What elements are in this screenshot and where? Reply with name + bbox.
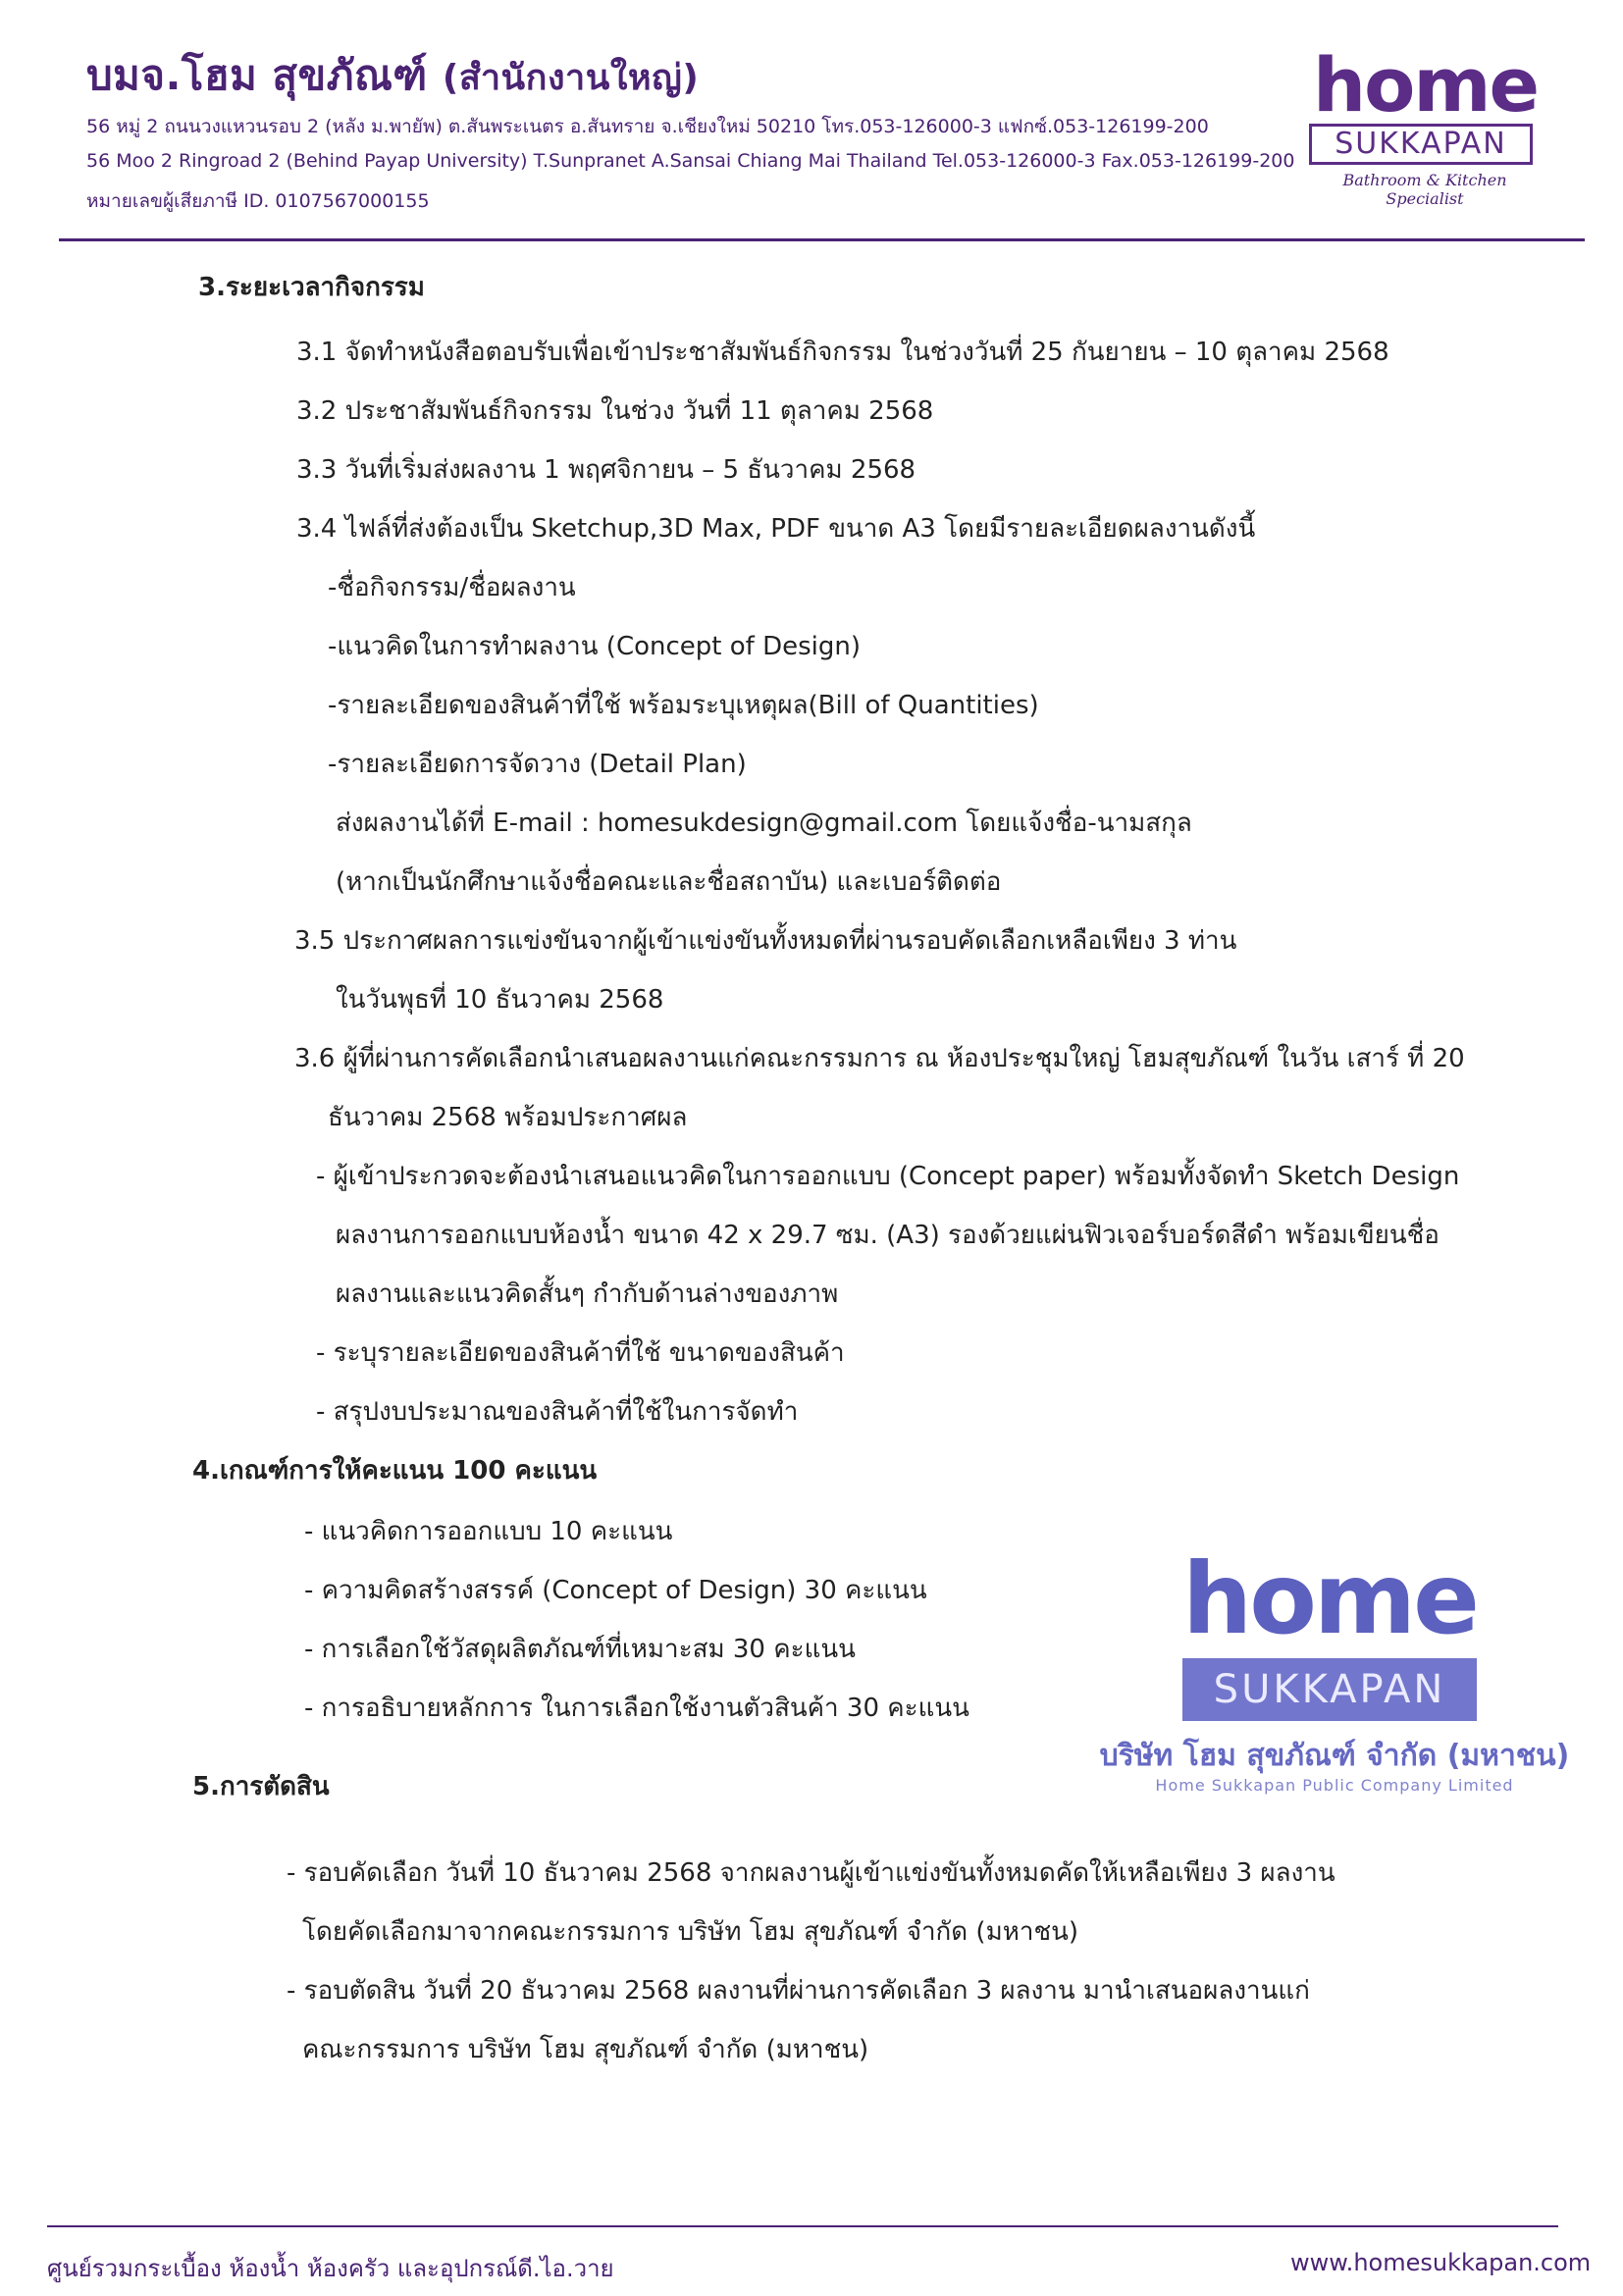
footer-tagline: ศูนย์รวมกระเบื้อง ห้องน้ำ ห้องครัว และอุปกรณ์ดี.ไอ.วาย <box>47 2255 614 2282</box>
logo-brand: SUKKAPAN <box>1309 124 1533 165</box>
item-3-4: 3.4 ไฟล์ที่ส่งต้องเป็น Sketchup,3D Max, PDF ขนาด A3 โดยมีรายละเอียดผลงานดังนี้ <box>296 514 1256 544</box>
item-3-4-a: -ชื่อกิจกรรม/ชื่อผลงาน <box>328 573 576 602</box>
judging-round-2: - รอบตัดสิน วันที่ 20 ธันวาคม 2568 ผลงานที่ผ่านการคัดเลือก 3 ผลงาน มานำเสนอผลงานแก่ <box>287 1976 1310 2006</box>
criterion-1: - แนวคิดการออกแบบ 10 คะแนน <box>304 1517 673 1546</box>
section-3-heading: 3.ระยะเวลากิจกรรม <box>198 273 425 302</box>
company-name-text: บมจ.โฮม สุขภัณฑ์ <box>86 51 428 99</box>
stamp-word: home <box>1182 1541 1477 1656</box>
item-3-6-products: - ระบุรายละเอียดของสินค้าที่ใช้ ขนาดของสินค้า <box>316 1338 845 1368</box>
item-3-4-c: -รายละเอียดของสินค้าที่ใช้ พร้อมระบุเหตุผล(Bill of Quantities) <box>328 691 1039 720</box>
item-3-4-b: -แนวคิดในการทำผลงาน (Concept of Design) <box>328 632 861 661</box>
item-3-5-date: ในวันพุธที่ 10 ธันวาคม 2568 <box>336 985 664 1015</box>
criterion-2: - ความคิดสร้างสรรค์ (Concept of Design) 30 คะแนน <box>304 1576 927 1605</box>
footer-website: www.homesukkapan.com <box>1290 2249 1592 2276</box>
company-branch: (สำนักงานใหญ่) <box>442 58 700 98</box>
item-3-3: 3.3 วันที่เริ่มส่งผลงาน 1 พฤศจิกายน – 5 ธันวาคม 2568 <box>296 455 916 485</box>
item-3-6-budget: - สรุปงบประมาณของสินค้าที่ใช้ในการจัดทำ <box>316 1397 799 1427</box>
stamp-brand: SUKKAPAN <box>1182 1658 1477 1721</box>
item-3-2: 3.2 ประชาสัมพันธ์กิจกรรม ในช่วง วันที่ 11 ตุลาคม 2568 <box>296 396 934 426</box>
company-stamp <box>1094 1541 1575 1815</box>
item-3-4-note: (หากเป็นนักศึกษาแจ้งชื่อคณะและชื่อสถาบัน) และเบอร์ติดต่อ <box>336 867 1002 897</box>
item-3-6-concept: - ผู้เข้าประกวดจะต้องนำเสนอแนวคิดในการออกแบบ (Concept paper) พร้อมทั้งจัดทำ Sketch Design <box>316 1162 1460 1191</box>
address-thai: 56 หมู่ 2 ถนนวงแหวนรอบ 2 (หลัง ม.พายัพ) ต.สันพระเนตร อ.สันทราย จ.เชียงใหม่ 50210 โทร.053-126000-3 แฟกซ์.053-126199-200 <box>86 116 1209 137</box>
footer-divider <box>47 2225 1558 2227</box>
criterion-4: - การอธิบายหลักการ ในการเลือกใช้งานตัวสินค้า 30 คะแนน <box>304 1694 969 1723</box>
item-3-5: 3.5 ประกาศผลการแข่งขันจากผู้เข้าแข่งขันทั้งหมดที่ผ่านรอบคัดเลือกเหลือเพียง 3 ท่าน <box>294 926 1237 956</box>
item-3-4-d: -รายละเอียดการจัดวาง (Detail Plan) <box>328 750 747 779</box>
tax-id: หมายเลขผู้เสียภาษี ID. 0107567000155 <box>86 190 430 212</box>
judging-round-1: - รอบคัดเลือก วันที่ 10 ธันวาคม 2568 จากผลงานผู้เข้าแข่งขันทั้งหมดคัดให้เหลือเพียง 3 ผลงาน <box>287 1858 1335 1888</box>
item-3-1: 3.1 จัดทำหนังสือตอบรับเพื่อเข้าประชาสัมพันธ์กิจกรรม ในช่วงวันที่ 25 กันยายน – 10 ตุลาคม 2568 <box>296 338 1389 367</box>
item-3-6: 3.6 ผู้ที่ผ่านการคัดเลือกนำเสนอผลงานแก่คณะกรรมการ ณ ห้องประชุมใหญ่ โฮมสุขภัณฑ์ ในวัน เสาร์ ที่ 20 <box>294 1044 1465 1073</box>
stamp-company-thai: บริษัท โฮม สุขภัณฑ์ จำกัด (มหาชน) <box>1099 1739 1570 1773</box>
item-3-6-date: ธันวาคม 2568 พร้อมประกาศผล <box>328 1103 688 1132</box>
stamp-company-english: Home Sukkapan Public Company Limited <box>1155 1776 1514 1795</box>
item-3-4-email: ส่งผลงานได้ที่ E-mail : homesukdesign@gmail.com โดยแจ้งชื่อ-นามสกุล <box>336 809 1192 838</box>
address-english: 56 Moo 2 Ringroad 2 (Behind Payap University) T.Sunpranet A.Sansai Chiang Mai Thailand Tel.053-126000-3 Fax.053-126199-200 <box>86 150 1295 172</box>
logo-word: home <box>1313 41 1539 129</box>
section-5-heading: 5.การตัดสิน <box>192 1772 330 1801</box>
section-4-heading: 4.เกณฑ์การให้คะแนน 100 คะแนน <box>192 1456 598 1486</box>
logo-tagline: Bathroom & Kitchen Specialist <box>1342 171 1507 208</box>
item-3-6-size: ผลงานการออกแบบห้องน้ำ ขนาด 42 x 29.7 ซม. (A3) รองด้วยแผ่นฟิวเจอร์บอร์ดสีดำ พร้อมเขียนชื่อ <box>336 1221 1440 1250</box>
judging-round-1-detail: โดยคัดเลือกมาจากคณะกรรมการ บริษัท โฮม สุขภัณฑ์ จำกัด (มหาชน) <box>302 1917 1079 1947</box>
judging-round-2-detail: คณะกรรมการ บริษัท โฮม สุขภัณฑ์ จำกัด (มหาชน) <box>302 2035 869 2064</box>
item-3-6-caption: ผลงานและแนวคิดสั้นๆ กำกับด้านล่างของภาพ <box>336 1279 839 1309</box>
criterion-3: - การเลือกใช้วัสดุผลิตภัณฑ์ที่เหมาะสม 30 คะแนน <box>304 1635 856 1664</box>
